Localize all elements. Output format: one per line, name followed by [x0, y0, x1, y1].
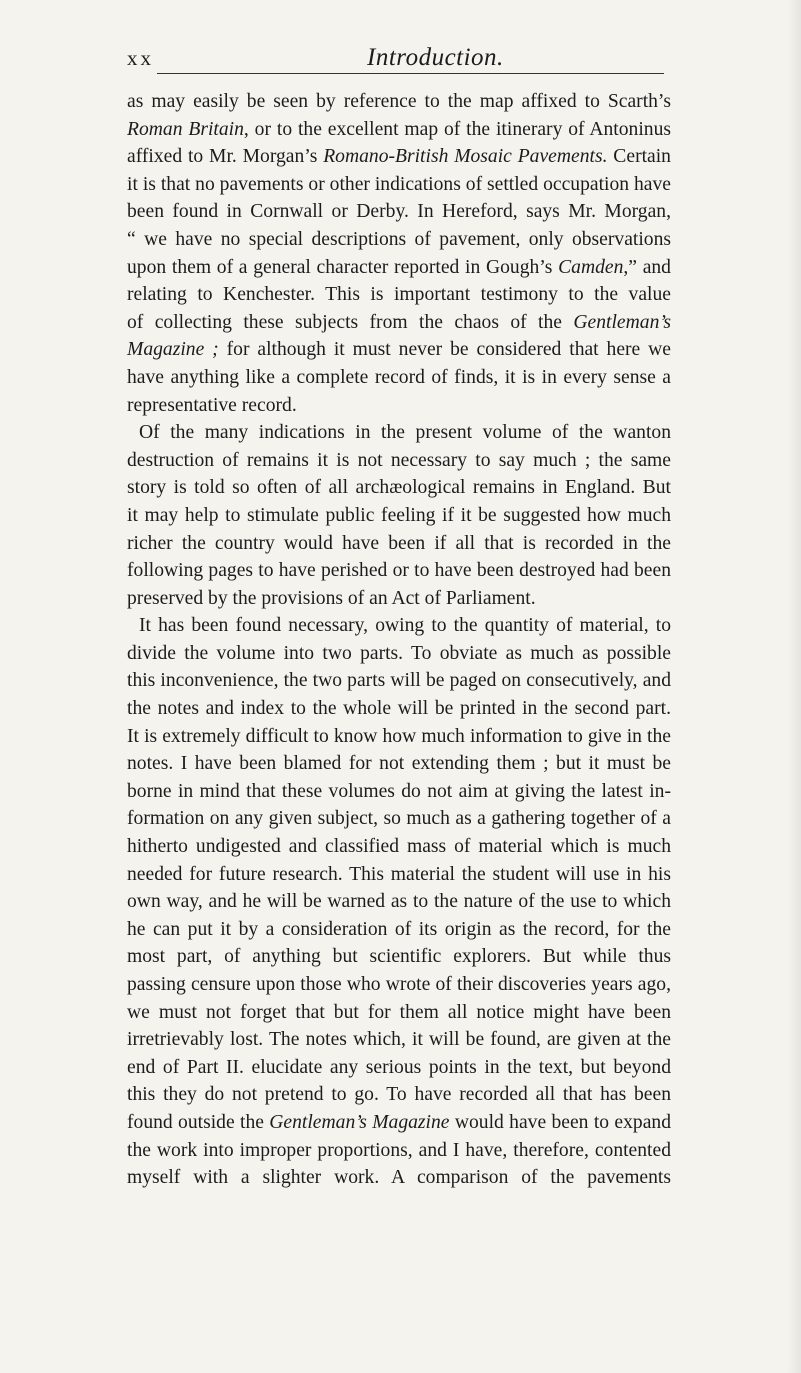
italic-title: Romano-British Mosaic Pavements. — [323, 146, 608, 168]
text-line: formation on any given subject, so much as a gathering together of a — [127, 808, 671, 830]
italic-title: Magazine ; — [127, 339, 219, 361]
text-line: needed for future research. This material the student will use in his — [127, 863, 671, 885]
page-number: xx — [127, 46, 154, 70]
text-line: it may help to stimulate public feeling if it be suggested how much — [127, 504, 671, 526]
italic-title: Camden — [558, 256, 624, 278]
text-line: the work into improper proportions, and I have, therefore, contented — [127, 1139, 671, 1161]
text-line — [127, 1109, 671, 1137]
text-line: borne in mind that these volumes do not aim at giving the latest in- — [127, 780, 671, 802]
header-rule — [157, 73, 664, 74]
italic-title: Gentleman’s Magazine — [269, 1111, 450, 1133]
text-line: destruction of remains it is not necessary to say much ; the same — [127, 449, 671, 471]
text-line: story is told so often of all archæological remains in England. But — [127, 477, 671, 499]
text-run: for although it must never be considered that here we — [218, 339, 672, 361]
text-run: found outside the — [127, 1111, 270, 1133]
text-line: have anything like a complete record of finds, it is in every sense a — [127, 366, 671, 388]
text-line: It has been found necessary, owing to the quantity of material, to — [139, 615, 671, 637]
text-line: divide the volume into two parts. To obviate as much as possible — [127, 642, 671, 664]
text-line: we must not forget that but for them all notice might have been — [127, 1001, 671, 1023]
text-run: affixed to Mr. Morgan’s — [127, 146, 324, 168]
text-run: , or to the excellent map of the itinerary of Antoninus — [243, 118, 671, 140]
text-line: myself with a slighter work. A comparison of the pavements — [127, 1167, 671, 1189]
text-line — [127, 336, 671, 364]
text-line: irretrievably lost. The notes which, it will be found, are given at the — [127, 1029, 671, 1051]
text-line: own way, and he will be warned as to the nature of the use to which — [127, 891, 671, 913]
text-run: of collecting these subjects from the chaos of the — [127, 311, 574, 333]
text-line: Of the many indications in the present volume of the wanton — [139, 422, 671, 444]
text-line: preserved by the provisions of an Act of Parliament. — [127, 587, 536, 609]
text-line: most part, of anything but scientific explorers. But while thus — [127, 946, 671, 968]
text-line: representative record. — [127, 394, 297, 416]
text-line: been found in Cornwall or Derby. In Hereford, says Mr. Morgan, — [127, 201, 671, 223]
text-run: ,” and — [623, 256, 671, 278]
italic-title: Gentleman’s — [573, 311, 671, 333]
text-line — [127, 116, 671, 144]
text-run: upon them of a general character reported in Gough’s — [127, 256, 559, 278]
text-run: Certain — [607, 146, 671, 168]
text-line: the notes and index to the whole will be printed in the second part. — [127, 698, 671, 720]
text-line: as may easily be seen by reference to the map affixed to Scarth’s — [127, 91, 671, 112]
text-line: richer the country would have been if all that is recorded in the — [127, 532, 671, 554]
text-run: would have been to expand — [449, 1111, 671, 1133]
text-line: end of Part II. elucidate any serious points in the text, but beyond — [127, 1056, 671, 1078]
text-line: passing censure upon those who wrote of their discoveries years ago, — [127, 974, 671, 995]
text-line — [127, 254, 671, 282]
text-line: following pages to have perished or to have been destroyed had been — [127, 560, 671, 582]
running-title: Introduction. — [367, 44, 504, 71]
text-line: he can put it by a consideration of its origin as the record, for the — [127, 918, 671, 940]
text-line — [127, 143, 671, 171]
text-line — [127, 309, 671, 337]
text-line: hitherto undigested and classified mass of material which is much — [127, 836, 671, 858]
text-line: it is that no pavements or other indications of settled occupation have — [127, 173, 671, 195]
text-line: It is extremely difficult to know how much information to give in the — [127, 725, 671, 747]
text-line: this they do not pretend to go. To have recorded all that has been — [127, 1084, 671, 1106]
page-edge-shadow — [787, 0, 801, 1373]
text-line: notes. I have been blamed for not extending them ; but it must be — [127, 753, 671, 775]
body-text — [127, 88, 671, 1192]
italic-title: Roman Britain — [127, 118, 244, 140]
text-line: relating to Kenchester. This is important testimony to the value — [127, 284, 671, 306]
text-line: “ we have no special descriptions of pavement, only observations — [127, 228, 671, 250]
text-line: this inconvenience, the two parts will be paged on consecutively, and — [127, 670, 671, 692]
